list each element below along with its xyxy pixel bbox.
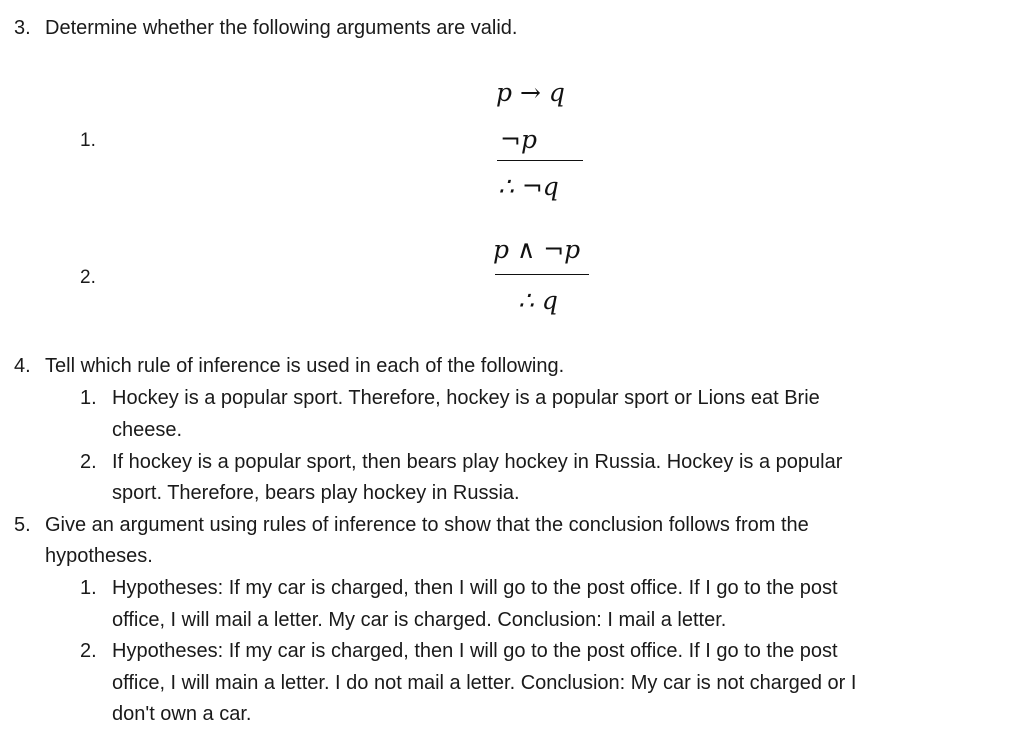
question-4-item-1-number: 1. [80, 387, 97, 409]
argument-2-conclusion: ∴ q [518, 286, 558, 315]
question-5-item-1-number: 1. [80, 577, 97, 599]
argument-2-label: 2. [80, 267, 96, 288]
question-5-line-1: Give an argument using rules of inference to show that the conclusion follows from the [45, 514, 809, 536]
question-5-item-2-line-1: Hypotheses: If my car is charged, then I will go to the post office. If I go to the post [112, 640, 838, 662]
question-5-item-1-line-2: office, I will mail a letter. My car is charged. Conclusion: I mail a letter. [112, 609, 727, 631]
question-5-item-2-number: 2. [80, 640, 97, 662]
argument-1-divider [497, 160, 583, 161]
question-5-item-2-line-2: office, I will main a letter. I do not mail a letter. Conclusion: My car is not charged or I [112, 672, 857, 694]
question-3-number: 3. [14, 17, 31, 39]
question-3-text: Determine whether the following arguments are valid. [45, 17, 518, 39]
question-5-item-2-line-3: don't own a car. [112, 703, 252, 725]
question-4-number: 4. [14, 355, 31, 377]
question-4-item-1-line-1: Hockey is a popular sport. Therefore, hockey is a popular sport or Lions eat Brie [112, 387, 820, 409]
argument-2-premise-1: p ∧ ¬p [493, 235, 581, 264]
question-5-item-1-line-1: Hypotheses: If my car is charged, then I will go to the post office. If I go to the post [112, 577, 838, 599]
question-4-text: Tell which rule of inference is used in each of the following. [45, 355, 565, 377]
question-5-line-2: hypotheses. [45, 545, 153, 567]
argument-2-divider [495, 274, 589, 275]
question-5-number: 5. [14, 514, 31, 536]
argument-1-premise-1: p → q [496, 78, 565, 107]
question-4-item-1-line-2: cheese. [112, 419, 183, 441]
argument-1-label: 1. [80, 130, 96, 151]
question-4-item-2-line-1: If hockey is a popular sport, then bears play hockey in Russia. Hockey is a popular [112, 451, 843, 473]
argument-1-premise-2: ¬p [500, 125, 537, 154]
question-4-item-2-number: 2. [80, 451, 97, 473]
question-4-item-2-line-2: sport. Therefore, bears play hockey in Russia. [112, 482, 520, 504]
argument-1-conclusion: ∴ ¬q [498, 172, 559, 201]
